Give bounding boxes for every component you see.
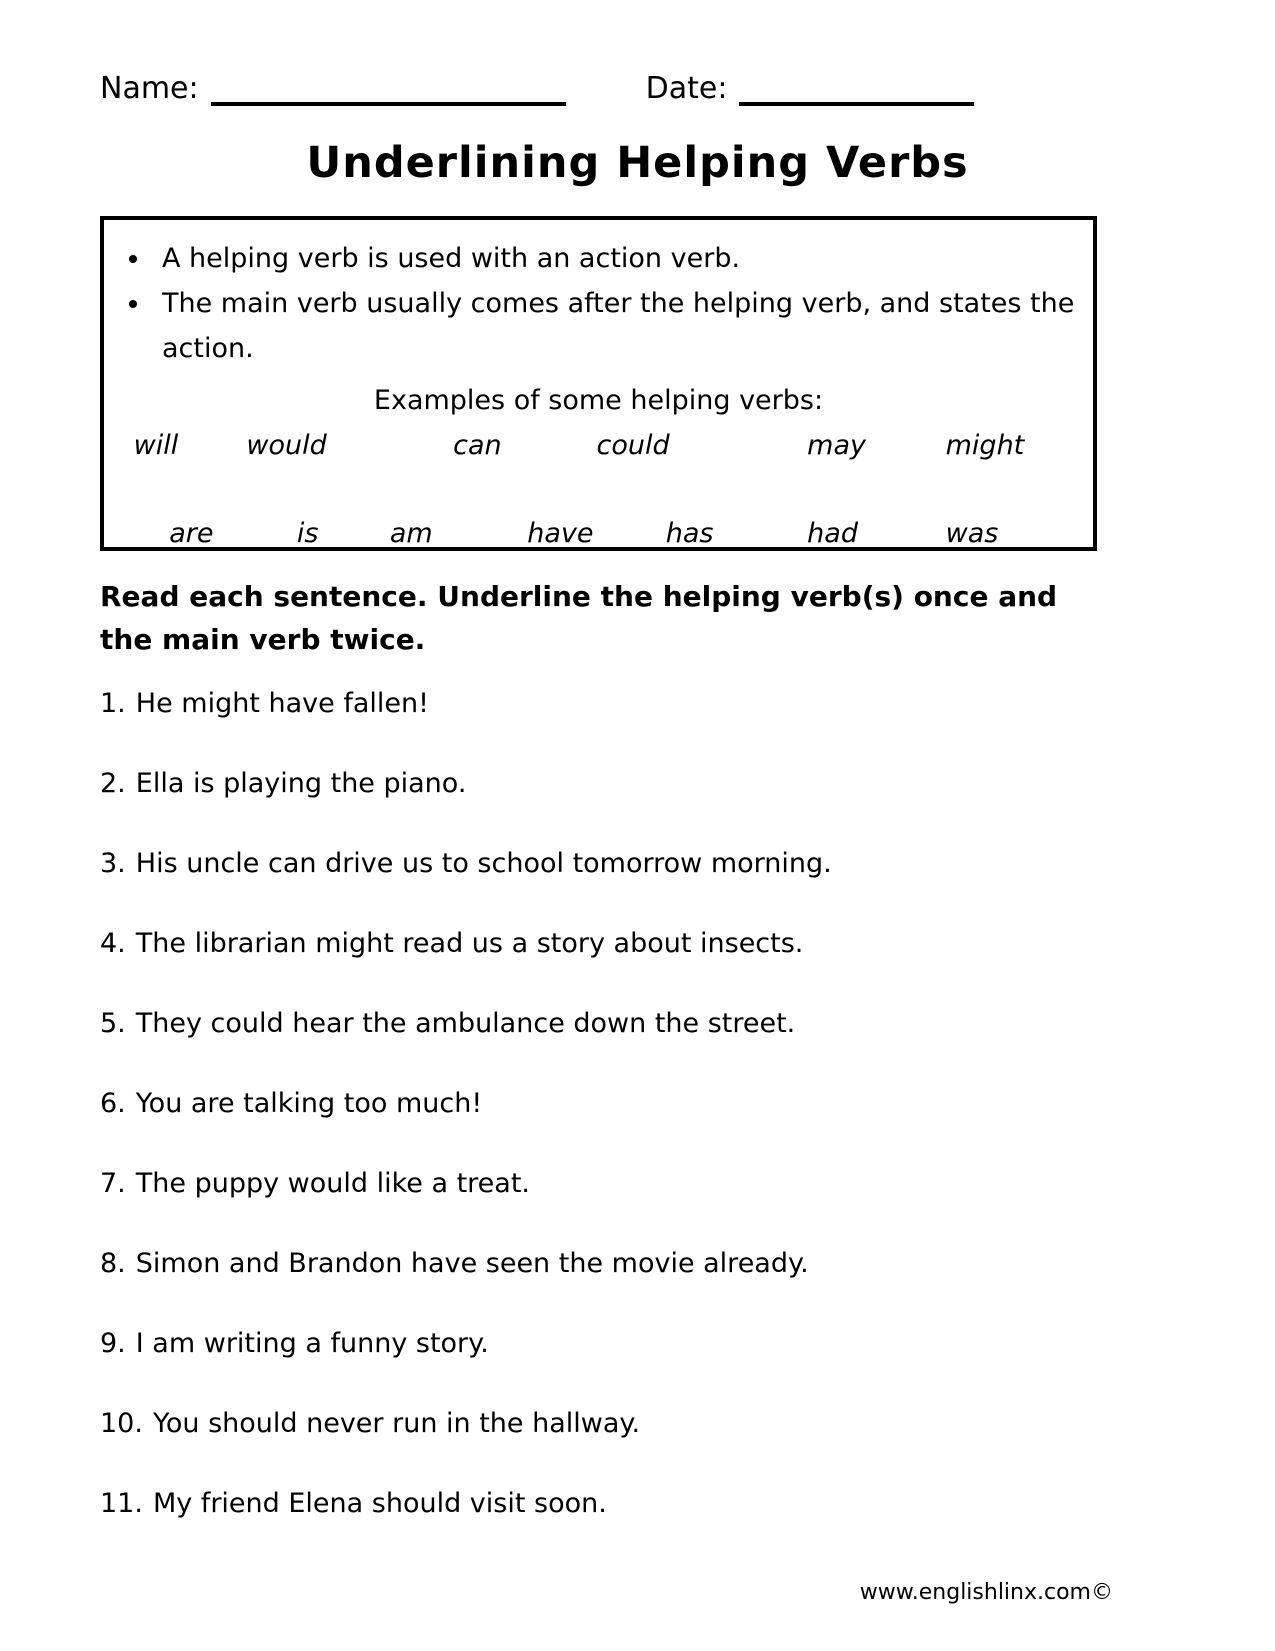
examples-heading: Examples of some helping verbs:	[373, 385, 824, 417]
verb-examples-row-2	[104, 518, 1093, 558]
sentence-number: 10.	[100, 1407, 143, 1439]
sentence-number: 9.	[100, 1327, 126, 1359]
verb-example: will	[133, 430, 179, 462]
header-row	[100, 62, 1175, 106]
website-credit: www.englishlinx.com©	[859, 1580, 1113, 1605]
sentence-text: I am writing a funny story.	[135, 1327, 489, 1359]
sentence-item-11	[100, 1488, 1175, 1519]
sentence-text: His uncle can drive us to school tomorrow morning.	[135, 847, 832, 879]
sentence-text: You are talking too much!	[135, 1087, 483, 1119]
name-field-group	[100, 71, 566, 106]
sentence-item-8	[100, 1248, 1175, 1279]
verb-example: have	[527, 518, 594, 550]
sentence-text: You should never run in the hallway.	[152, 1407, 641, 1439]
sentence-item-6	[100, 1088, 1175, 1119]
instructions-text: Read each sentence. Underline the helping verb(s) once and the main verb twice.	[100, 580, 1058, 657]
verb-example: was	[945, 518, 999, 550]
verb-example: am	[389, 518, 433, 550]
sentence-text: My friend Elena should visit soon.	[152, 1487, 607, 1519]
sentence-item-3	[100, 848, 1175, 879]
sentence-number: 1.	[100, 687, 126, 719]
sentence-text: Simon and Brandon have seen the movie already.	[135, 1247, 809, 1279]
sentence-item-10	[100, 1408, 1175, 1439]
sentence-number: 2.	[100, 767, 126, 799]
sentence-number: 11.	[100, 1487, 143, 1519]
sentence-item-9	[100, 1328, 1175, 1359]
verb-example: may	[807, 430, 866, 462]
sentence-item-1	[100, 688, 1175, 719]
verb-example: would	[246, 430, 327, 462]
name-label: Name:	[100, 71, 199, 106]
sentence-number: 5.	[100, 1007, 126, 1039]
sentence-item-7	[100, 1168, 1175, 1199]
sentence-number: 6.	[100, 1087, 126, 1119]
sentence-item-2	[100, 768, 1175, 799]
info-bullet-2: • The main verb usually comes after the helping verb, and states the action.	[152, 281, 1093, 371]
sentence-item-5	[100, 1008, 1175, 1039]
sentence-number: 7.	[100, 1167, 126, 1199]
verb-example: might	[945, 430, 1025, 462]
sentence-text: The puppy would like a treat.	[135, 1167, 531, 1199]
page-title: Underlining Helping Verbs	[306, 138, 969, 188]
name-blank-line	[211, 72, 566, 106]
sentence-number: 4.	[100, 927, 126, 959]
sentence-text: Ella is playing the piano.	[135, 767, 467, 799]
verb-example: are	[169, 518, 214, 550]
verb-examples-row-1	[104, 430, 1093, 470]
verb-example: has	[665, 518, 714, 550]
date-label: Date:	[645, 71, 728, 106]
verb-example: can	[453, 430, 502, 462]
verb-example: had	[807, 518, 858, 550]
verb-example: is	[296, 518, 319, 550]
sentence-item-4	[100, 928, 1175, 959]
info-bullet-list	[104, 236, 1093, 371]
verb-example: could	[596, 430, 670, 462]
date-field-group	[646, 71, 975, 106]
sentence-text: He might have fallen!	[135, 687, 429, 719]
sentence-number: 3.	[100, 847, 126, 879]
info-bullet-1: • A helping verb is used with an action verb.	[152, 236, 1093, 281]
helping-verbs-info-box	[100, 216, 1097, 551]
sentence-list	[100, 688, 1175, 1519]
sentence-text: They could hear the ambulance down the street.	[135, 1007, 796, 1039]
sentence-text: The librarian might read us a story about insects.	[135, 927, 804, 959]
date-blank-line	[739, 72, 974, 106]
sentence-number: 8.	[100, 1247, 126, 1279]
